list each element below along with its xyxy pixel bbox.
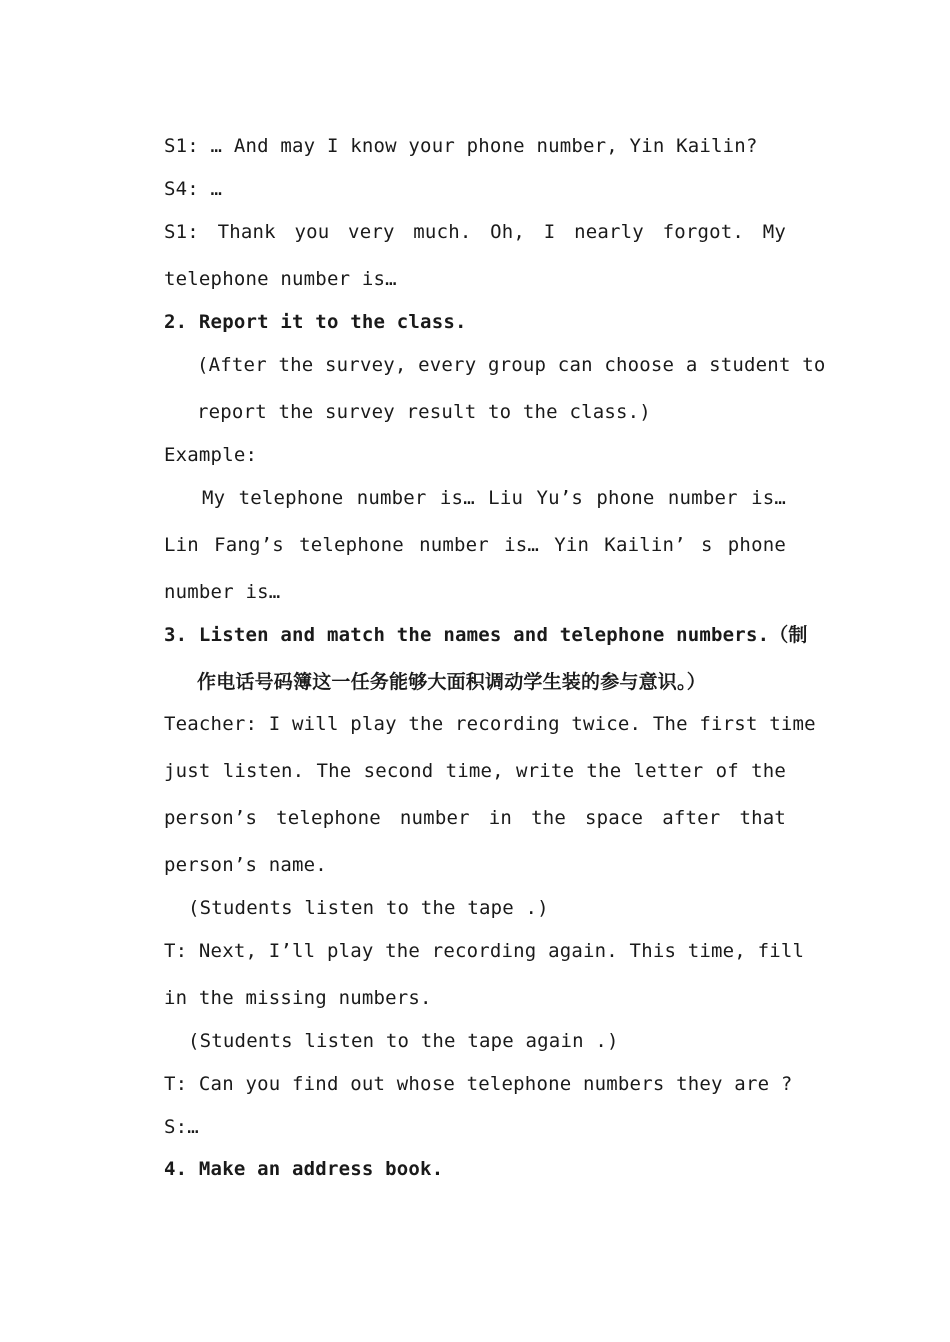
dialogue-line-s1-number: telephone number is… (164, 268, 397, 290)
instruction-survey-cont: report the survey result to the class.) (197, 401, 651, 423)
section-heading-listen: 3. Listen and match the names and telephone numbers.（制 (164, 624, 808, 646)
section-heading-listen-cont: 作电话号码簿这一任务能够大面积调动学生装的参与意识。） (197, 671, 706, 693)
teacher-question: T: Can you find out whose telephone numbers they are ? (164, 1073, 793, 1095)
teacher-line-4: person’s name. (164, 854, 327, 876)
section-heading-address-book: 4. Make an address book. (164, 1158, 444, 1180)
instruction-survey: (After the survey, every group can choose a student to (197, 354, 826, 376)
student-response: S:… (164, 1116, 199, 1138)
example-line-2: Lin Fang’s telephone number is… Yin Kailin’ s phone (164, 534, 786, 556)
example-line-3: number is… (164, 581, 281, 603)
teacher-line-2: just listen. The second time, write the letter of the (164, 760, 786, 782)
stage-direction-2: (Students listen to the tape again .) (188, 1030, 619, 1052)
teacher-next-line-1: T: Next, I’ll play the recording again. This time, fill (164, 940, 805, 962)
dialogue-line-s1-ask: S1: … And may I know your phone number, Yin Kailin? (164, 135, 758, 157)
teacher-line-1: Teacher: I will play the recording twice. The first time (164, 713, 816, 735)
dialogue-line-s4: S4: … (164, 178, 223, 200)
section-heading-report: 2. Report it to the class. (164, 311, 467, 333)
example-line-1: My telephone number is… Liu Yu’s phone number is… (202, 487, 786, 509)
dialogue-line-s1-thanks: S1: Thank you very much. Oh, I nearly forgot. My (164, 221, 786, 243)
example-label: Example: (164, 444, 258, 466)
document-page (164, 0, 826, 1342)
teacher-line-3: person’s telephone number in the space after that (164, 807, 786, 829)
stage-direction-1: (Students listen to the tape .) (188, 897, 549, 919)
teacher-next-line-2: in the missing numbers. (164, 987, 432, 1009)
